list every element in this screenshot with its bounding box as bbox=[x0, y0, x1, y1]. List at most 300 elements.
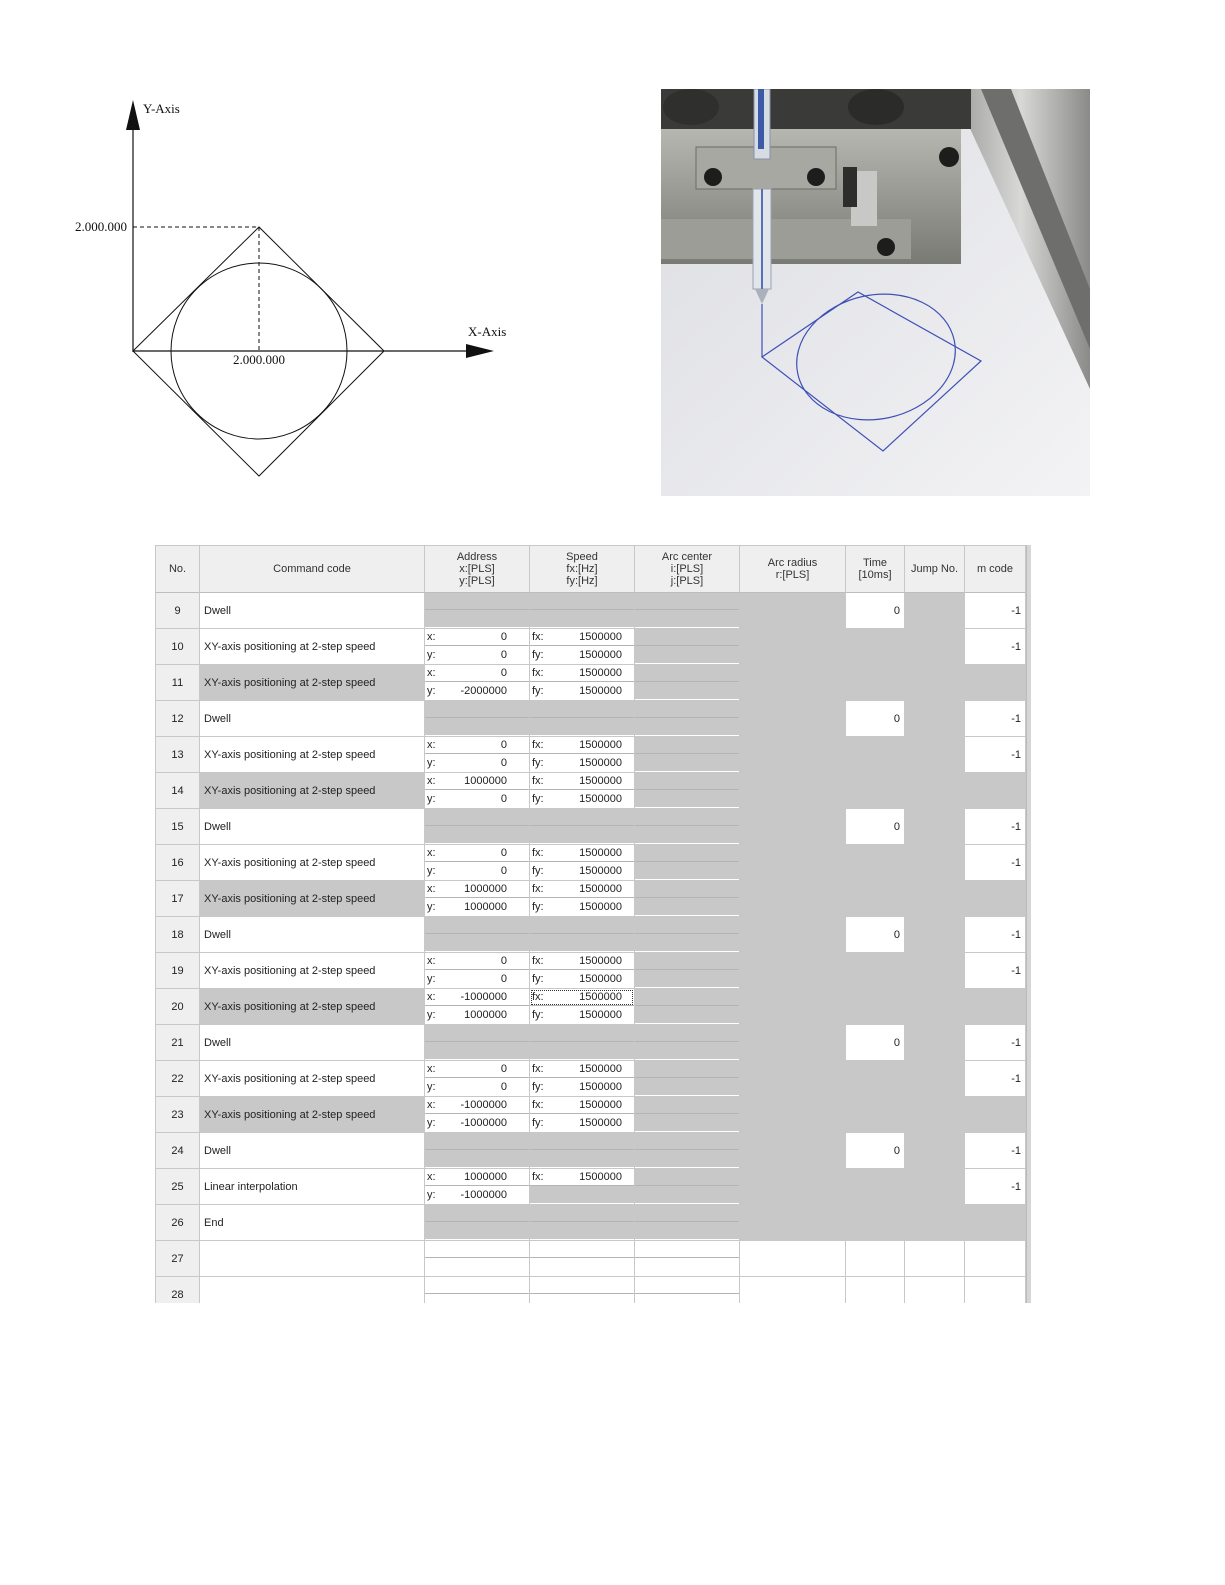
table-row[interactable] bbox=[155, 629, 1026, 665]
sub-cell[interactable] bbox=[635, 646, 739, 663]
jump-no-cell[interactable] bbox=[905, 1025, 965, 1061]
jump-no-cell[interactable] bbox=[905, 1133, 965, 1169]
sub-cell[interactable] bbox=[635, 862, 739, 879]
time-cell[interactable] bbox=[846, 1277, 905, 1303]
sub-cell[interactable] bbox=[425, 1241, 529, 1258]
speed-cell[interactable] bbox=[530, 1025, 635, 1061]
arc-radius-cell[interactable] bbox=[740, 1133, 846, 1169]
speed-cell[interactable] bbox=[530, 1277, 635, 1303]
time-cell[interactable] bbox=[846, 1097, 905, 1133]
sub-cell[interactable] bbox=[635, 773, 739, 790]
sub-cell[interactable] bbox=[530, 898, 634, 915]
address-cell[interactable] bbox=[425, 701, 530, 737]
sub-cell[interactable] bbox=[530, 1097, 634, 1114]
sub-cell[interactable] bbox=[530, 1150, 634, 1167]
speed-cell[interactable] bbox=[530, 1205, 635, 1241]
sub-cell[interactable] bbox=[425, 1114, 529, 1131]
sub-cell[interactable] bbox=[530, 826, 634, 843]
arc-radius-cell[interactable] bbox=[740, 737, 846, 773]
arc-radius-cell[interactable] bbox=[740, 1097, 846, 1133]
sub-cell[interactable] bbox=[635, 1186, 739, 1203]
sub-cell[interactable] bbox=[425, 826, 529, 843]
sub-cell[interactable] bbox=[635, 593, 739, 610]
arc-center-cell[interactable] bbox=[635, 593, 740, 629]
time-cell[interactable] bbox=[846, 953, 905, 989]
address-cell[interactable] bbox=[425, 593, 530, 629]
sub-cell[interactable] bbox=[530, 1006, 634, 1023]
arc-center-cell[interactable] bbox=[635, 1133, 740, 1169]
sub-cell[interactable] bbox=[635, 898, 739, 915]
arc-radius-cell[interactable] bbox=[740, 1277, 846, 1303]
sub-cell[interactable] bbox=[635, 934, 739, 951]
sub-cell[interactable] bbox=[635, 682, 739, 699]
sub-cell[interactable] bbox=[635, 1241, 739, 1258]
sub-cell[interactable] bbox=[425, 1042, 529, 1059]
speed-cell[interactable] bbox=[530, 1133, 635, 1169]
command-code-cell[interactable] bbox=[200, 665, 425, 701]
m-code-cell[interactable] bbox=[965, 917, 1026, 953]
table-row[interactable] bbox=[155, 593, 1026, 629]
command-code-cell[interactable] bbox=[200, 845, 425, 881]
jump-no-cell[interactable] bbox=[905, 953, 965, 989]
address-cell[interactable] bbox=[425, 665, 530, 701]
sub-cell[interactable] bbox=[530, 773, 634, 790]
arc-radius-cell[interactable] bbox=[740, 773, 846, 809]
sub-cell[interactable] bbox=[425, 1222, 529, 1239]
arc-radius-cell[interactable] bbox=[740, 1241, 846, 1277]
table-row[interactable] bbox=[155, 1061, 1026, 1097]
sub-cell[interactable] bbox=[530, 593, 634, 610]
command-code-cell[interactable] bbox=[200, 953, 425, 989]
arc-radius-cell[interactable] bbox=[740, 629, 846, 665]
command-code-cell[interactable] bbox=[200, 773, 425, 809]
m-code-cell[interactable] bbox=[965, 1277, 1026, 1303]
sub-cell[interactable] bbox=[425, 862, 529, 879]
speed-cell[interactable] bbox=[530, 773, 635, 809]
sub-cell[interactable] bbox=[635, 701, 739, 718]
speed-cell[interactable] bbox=[530, 1169, 635, 1205]
jump-no-cell[interactable] bbox=[905, 701, 965, 737]
time-cell[interactable] bbox=[846, 773, 905, 809]
arc-radius-cell[interactable] bbox=[740, 917, 846, 953]
arc-center-cell[interactable] bbox=[635, 953, 740, 989]
arc-radius-cell[interactable] bbox=[740, 989, 846, 1025]
command-code-cell[interactable] bbox=[200, 593, 425, 629]
arc-radius-cell[interactable] bbox=[740, 1205, 846, 1241]
address-cell[interactable] bbox=[425, 809, 530, 845]
sub-cell[interactable] bbox=[425, 1205, 529, 1222]
sub-cell[interactable] bbox=[635, 1258, 739, 1275]
sub-cell[interactable] bbox=[530, 665, 634, 682]
time-cell[interactable] bbox=[846, 881, 905, 917]
m-code-cell[interactable] bbox=[965, 953, 1026, 989]
arc-radius-cell[interactable] bbox=[740, 845, 846, 881]
sub-cell[interactable] bbox=[530, 1241, 634, 1258]
sub-cell[interactable] bbox=[635, 970, 739, 987]
sub-cell[interactable] bbox=[635, 917, 739, 934]
table-row[interactable] bbox=[155, 809, 1026, 845]
time-cell[interactable] bbox=[846, 665, 905, 701]
command-code-cell[interactable] bbox=[200, 1169, 425, 1205]
arc-center-cell[interactable] bbox=[635, 1061, 740, 1097]
table-row[interactable] bbox=[155, 1205, 1026, 1241]
sub-cell[interactable] bbox=[425, 773, 529, 790]
sub-cell[interactable] bbox=[635, 1294, 739, 1303]
jump-no-cell[interactable] bbox=[905, 737, 965, 773]
sub-cell[interactable] bbox=[530, 989, 634, 1006]
sub-cell[interactable] bbox=[635, 809, 739, 826]
speed-cell[interactable] bbox=[530, 1241, 635, 1277]
sub-cell[interactable] bbox=[635, 790, 739, 807]
sub-cell[interactable] bbox=[530, 862, 634, 879]
arc-center-cell[interactable] bbox=[635, 881, 740, 917]
jump-no-cell[interactable] bbox=[905, 593, 965, 629]
sub-cell[interactable] bbox=[425, 682, 529, 699]
address-cell[interactable] bbox=[425, 953, 530, 989]
table-row[interactable] bbox=[155, 1025, 1026, 1061]
jump-no-cell[interactable] bbox=[905, 1061, 965, 1097]
address-cell[interactable] bbox=[425, 1277, 530, 1303]
sub-cell[interactable] bbox=[530, 1078, 634, 1095]
sub-cell[interactable] bbox=[530, 934, 634, 951]
sub-cell[interactable] bbox=[530, 1042, 634, 1059]
table-row[interactable] bbox=[155, 1169, 1026, 1205]
sub-cell[interactable] bbox=[530, 845, 634, 862]
speed-cell[interactable] bbox=[530, 593, 635, 629]
sub-cell[interactable] bbox=[425, 646, 529, 663]
m-code-cell[interactable] bbox=[965, 665, 1026, 701]
sub-cell[interactable] bbox=[530, 1114, 634, 1131]
sub-cell[interactable] bbox=[425, 1277, 529, 1294]
speed-cell[interactable] bbox=[530, 953, 635, 989]
m-code-cell[interactable] bbox=[965, 1205, 1026, 1241]
sub-cell[interactable] bbox=[425, 970, 529, 987]
sub-cell[interactable] bbox=[425, 754, 529, 771]
arc-radius-cell[interactable] bbox=[740, 701, 846, 737]
command-code-cell[interactable] bbox=[200, 917, 425, 953]
address-cell[interactable] bbox=[425, 1133, 530, 1169]
address-cell[interactable] bbox=[425, 629, 530, 665]
table-row[interactable] bbox=[155, 665, 1026, 701]
sub-cell[interactable] bbox=[530, 1186, 634, 1203]
sub-cell[interactable] bbox=[635, 1061, 739, 1078]
arc-center-cell[interactable] bbox=[635, 665, 740, 701]
sub-cell[interactable] bbox=[425, 737, 529, 754]
command-code-cell[interactable] bbox=[200, 1277, 425, 1303]
sub-cell[interactable] bbox=[635, 1006, 739, 1023]
sub-cell[interactable] bbox=[425, 1294, 529, 1303]
address-cell[interactable] bbox=[425, 881, 530, 917]
m-code-cell[interactable] bbox=[965, 809, 1026, 845]
sub-cell[interactable] bbox=[635, 1025, 739, 1042]
sub-cell[interactable] bbox=[635, 1114, 739, 1131]
arc-center-cell[interactable] bbox=[635, 989, 740, 1025]
sub-cell[interactable] bbox=[425, 1186, 529, 1203]
sub-cell[interactable] bbox=[635, 737, 739, 754]
time-cell[interactable] bbox=[846, 1061, 905, 1097]
sub-cell[interactable] bbox=[530, 1061, 634, 1078]
address-cell[interactable] bbox=[425, 1241, 530, 1277]
time-cell[interactable] bbox=[846, 1133, 905, 1169]
speed-cell[interactable] bbox=[530, 701, 635, 737]
arc-radius-cell[interactable] bbox=[740, 881, 846, 917]
time-cell[interactable] bbox=[846, 629, 905, 665]
table-row[interactable] bbox=[155, 989, 1026, 1025]
table-row[interactable] bbox=[155, 917, 1026, 953]
sub-cell[interactable] bbox=[530, 1258, 634, 1275]
command-code-cell[interactable] bbox=[200, 629, 425, 665]
jump-no-cell[interactable] bbox=[905, 773, 965, 809]
m-code-cell[interactable] bbox=[965, 1061, 1026, 1097]
time-cell[interactable] bbox=[846, 737, 905, 773]
sub-cell[interactable] bbox=[635, 610, 739, 627]
sub-cell[interactable] bbox=[425, 809, 529, 826]
speed-cell[interactable] bbox=[530, 737, 635, 773]
command-code-cell[interactable] bbox=[200, 701, 425, 737]
table-row[interactable] bbox=[155, 1133, 1026, 1169]
arc-center-cell[interactable] bbox=[635, 1205, 740, 1241]
table-row[interactable] bbox=[155, 773, 1026, 809]
m-code-cell[interactable] bbox=[965, 1025, 1026, 1061]
sub-cell[interactable] bbox=[425, 701, 529, 718]
sub-cell[interactable] bbox=[635, 1222, 739, 1239]
speed-cell[interactable] bbox=[530, 665, 635, 701]
speed-cell[interactable] bbox=[530, 881, 635, 917]
sub-cell[interactable] bbox=[530, 881, 634, 898]
time-cell[interactable] bbox=[846, 989, 905, 1025]
m-code-cell[interactable] bbox=[965, 1133, 1026, 1169]
arc-radius-cell[interactable] bbox=[740, 1061, 846, 1097]
arc-center-cell[interactable] bbox=[635, 1277, 740, 1303]
sub-cell[interactable] bbox=[425, 898, 529, 915]
sub-cell[interactable] bbox=[425, 718, 529, 735]
arc-center-cell[interactable] bbox=[635, 701, 740, 737]
sub-cell[interactable] bbox=[425, 1061, 529, 1078]
sub-cell[interactable] bbox=[425, 593, 529, 610]
sub-cell[interactable] bbox=[425, 881, 529, 898]
sub-cell[interactable] bbox=[530, 1294, 634, 1303]
address-cell[interactable] bbox=[425, 1025, 530, 1061]
table-row[interactable] bbox=[155, 1097, 1026, 1133]
sub-cell[interactable] bbox=[425, 989, 529, 1006]
speed-cell[interactable] bbox=[530, 989, 635, 1025]
sub-cell[interactable] bbox=[530, 682, 634, 699]
sub-cell[interactable] bbox=[635, 1042, 739, 1059]
sub-cell[interactable] bbox=[635, 845, 739, 862]
sub-cell[interactable] bbox=[635, 665, 739, 682]
sub-cell[interactable] bbox=[530, 610, 634, 627]
table-row[interactable] bbox=[155, 701, 1026, 737]
sub-cell[interactable] bbox=[530, 701, 634, 718]
command-code-cell[interactable] bbox=[200, 1025, 425, 1061]
sub-cell[interactable] bbox=[635, 1078, 739, 1095]
command-code-cell[interactable] bbox=[200, 1133, 425, 1169]
sub-cell[interactable] bbox=[530, 1025, 634, 1042]
command-code-cell[interactable] bbox=[200, 989, 425, 1025]
arc-center-cell[interactable] bbox=[635, 629, 740, 665]
sub-cell[interactable] bbox=[425, 1133, 529, 1150]
arc-radius-cell[interactable] bbox=[740, 1025, 846, 1061]
sub-cell[interactable] bbox=[635, 1205, 739, 1222]
time-cell[interactable] bbox=[846, 1241, 905, 1277]
sub-cell[interactable] bbox=[530, 790, 634, 807]
time-cell[interactable] bbox=[846, 809, 905, 845]
sub-cell[interactable] bbox=[530, 809, 634, 826]
address-cell[interactable] bbox=[425, 845, 530, 881]
time-cell[interactable] bbox=[846, 593, 905, 629]
arc-radius-cell[interactable] bbox=[740, 953, 846, 989]
time-cell[interactable] bbox=[846, 1169, 905, 1205]
sub-cell[interactable] bbox=[425, 629, 529, 646]
sub-cell[interactable] bbox=[425, 1006, 529, 1023]
sub-cell[interactable] bbox=[530, 917, 634, 934]
m-code-cell[interactable] bbox=[965, 737, 1026, 773]
sub-cell[interactable] bbox=[530, 1169, 634, 1186]
m-code-cell[interactable] bbox=[965, 1097, 1026, 1133]
m-code-cell[interactable] bbox=[965, 881, 1026, 917]
sub-cell[interactable] bbox=[635, 881, 739, 898]
sub-cell[interactable] bbox=[530, 1222, 634, 1239]
sub-cell[interactable] bbox=[425, 934, 529, 951]
time-cell[interactable] bbox=[846, 701, 905, 737]
table-row[interactable] bbox=[155, 1241, 1026, 1277]
command-code-cell[interactable] bbox=[200, 1205, 425, 1241]
sub-cell[interactable] bbox=[530, 718, 634, 735]
jump-no-cell[interactable] bbox=[905, 1277, 965, 1303]
m-code-cell[interactable] bbox=[965, 593, 1026, 629]
table-row[interactable] bbox=[155, 737, 1026, 773]
sub-cell[interactable] bbox=[425, 790, 529, 807]
jump-no-cell[interactable] bbox=[905, 881, 965, 917]
sub-cell[interactable] bbox=[425, 1150, 529, 1167]
command-code-cell[interactable] bbox=[200, 737, 425, 773]
speed-cell[interactable] bbox=[530, 1061, 635, 1097]
m-code-cell[interactable] bbox=[965, 845, 1026, 881]
command-code-cell[interactable] bbox=[200, 1241, 425, 1277]
speed-cell[interactable] bbox=[530, 629, 635, 665]
table-row[interactable] bbox=[155, 1277, 1026, 1303]
sub-cell[interactable] bbox=[530, 1133, 634, 1150]
sub-cell[interactable] bbox=[425, 1025, 529, 1042]
sub-cell[interactable] bbox=[425, 1078, 529, 1095]
address-cell[interactable] bbox=[425, 989, 530, 1025]
jump-no-cell[interactable] bbox=[905, 989, 965, 1025]
sub-cell[interactable] bbox=[530, 1205, 634, 1222]
sub-cell[interactable] bbox=[530, 646, 634, 663]
sub-cell[interactable] bbox=[425, 1258, 529, 1275]
arc-center-cell[interactable] bbox=[635, 1169, 740, 1205]
command-code-cell[interactable] bbox=[200, 1061, 425, 1097]
jump-no-cell[interactable] bbox=[905, 1205, 965, 1241]
sub-cell[interactable] bbox=[425, 917, 529, 934]
address-cell[interactable] bbox=[425, 1097, 530, 1133]
m-code-cell[interactable] bbox=[965, 701, 1026, 737]
sub-cell[interactable] bbox=[425, 665, 529, 682]
vertical-scrollbar[interactable] bbox=[1026, 545, 1031, 1303]
speed-cell[interactable] bbox=[530, 809, 635, 845]
time-cell[interactable] bbox=[846, 917, 905, 953]
address-cell[interactable] bbox=[425, 1061, 530, 1097]
arc-center-cell[interactable] bbox=[635, 917, 740, 953]
sub-cell[interactable] bbox=[530, 737, 634, 754]
sub-cell[interactable] bbox=[530, 754, 634, 771]
address-cell[interactable] bbox=[425, 773, 530, 809]
command-code-cell[interactable] bbox=[200, 809, 425, 845]
sub-cell[interactable] bbox=[425, 1097, 529, 1114]
m-code-cell[interactable] bbox=[965, 773, 1026, 809]
table-row[interactable] bbox=[155, 845, 1026, 881]
sub-cell[interactable] bbox=[635, 629, 739, 646]
jump-no-cell[interactable] bbox=[905, 1097, 965, 1133]
arc-radius-cell[interactable] bbox=[740, 809, 846, 845]
jump-no-cell[interactable] bbox=[905, 629, 965, 665]
speed-cell[interactable] bbox=[530, 917, 635, 953]
time-cell[interactable] bbox=[846, 1025, 905, 1061]
arc-center-cell[interactable] bbox=[635, 773, 740, 809]
arc-center-cell[interactable] bbox=[635, 737, 740, 773]
address-cell[interactable] bbox=[425, 1169, 530, 1205]
command-code-cell[interactable] bbox=[200, 1097, 425, 1133]
sub-cell[interactable] bbox=[635, 953, 739, 970]
sub-cell[interactable] bbox=[635, 989, 739, 1006]
address-cell[interactable] bbox=[425, 917, 530, 953]
sub-cell[interactable] bbox=[635, 754, 739, 771]
arc-center-cell[interactable] bbox=[635, 845, 740, 881]
jump-no-cell[interactable] bbox=[905, 809, 965, 845]
sub-cell[interactable] bbox=[530, 1277, 634, 1294]
table-row[interactable] bbox=[155, 881, 1026, 917]
sub-cell[interactable] bbox=[635, 1169, 739, 1186]
address-cell[interactable] bbox=[425, 1205, 530, 1241]
arc-radius-cell[interactable] bbox=[740, 593, 846, 629]
m-code-cell[interactable] bbox=[965, 1241, 1026, 1277]
table-row[interactable] bbox=[155, 953, 1026, 989]
m-code-cell[interactable] bbox=[965, 989, 1026, 1025]
jump-no-cell[interactable] bbox=[905, 1241, 965, 1277]
sub-cell[interactable] bbox=[635, 1133, 739, 1150]
sub-cell[interactable] bbox=[425, 845, 529, 862]
time-cell[interactable] bbox=[846, 845, 905, 881]
sub-cell[interactable] bbox=[530, 953, 634, 970]
sub-cell[interactable] bbox=[635, 1150, 739, 1167]
sub-cell[interactable] bbox=[425, 953, 529, 970]
sub-cell[interactable] bbox=[635, 1277, 739, 1294]
speed-cell[interactable] bbox=[530, 845, 635, 881]
sub-cell[interactable] bbox=[635, 826, 739, 843]
arc-center-cell[interactable] bbox=[635, 1241, 740, 1277]
sub-cell[interactable] bbox=[635, 718, 739, 735]
time-cell[interactable] bbox=[846, 1205, 905, 1241]
sub-cell[interactable] bbox=[425, 1169, 529, 1186]
arc-center-cell[interactable] bbox=[635, 1025, 740, 1061]
address-cell[interactable] bbox=[425, 737, 530, 773]
m-code-cell[interactable] bbox=[965, 1169, 1026, 1205]
sub-cell[interactable] bbox=[425, 610, 529, 627]
jump-no-cell[interactable] bbox=[905, 1169, 965, 1205]
sub-cell[interactable] bbox=[530, 629, 634, 646]
jump-no-cell[interactable] bbox=[905, 845, 965, 881]
arc-radius-cell[interactable] bbox=[740, 665, 846, 701]
m-code-cell[interactable] bbox=[965, 629, 1026, 665]
sub-cell[interactable] bbox=[530, 970, 634, 987]
command-code-cell[interactable] bbox=[200, 881, 425, 917]
sub-cell[interactable] bbox=[635, 1097, 739, 1114]
arc-center-cell[interactable] bbox=[635, 809, 740, 845]
arc-radius-cell[interactable] bbox=[740, 1169, 846, 1205]
arc-center-cell[interactable] bbox=[635, 1097, 740, 1133]
jump-no-cell[interactable] bbox=[905, 665, 965, 701]
speed-cell[interactable] bbox=[530, 1097, 635, 1133]
